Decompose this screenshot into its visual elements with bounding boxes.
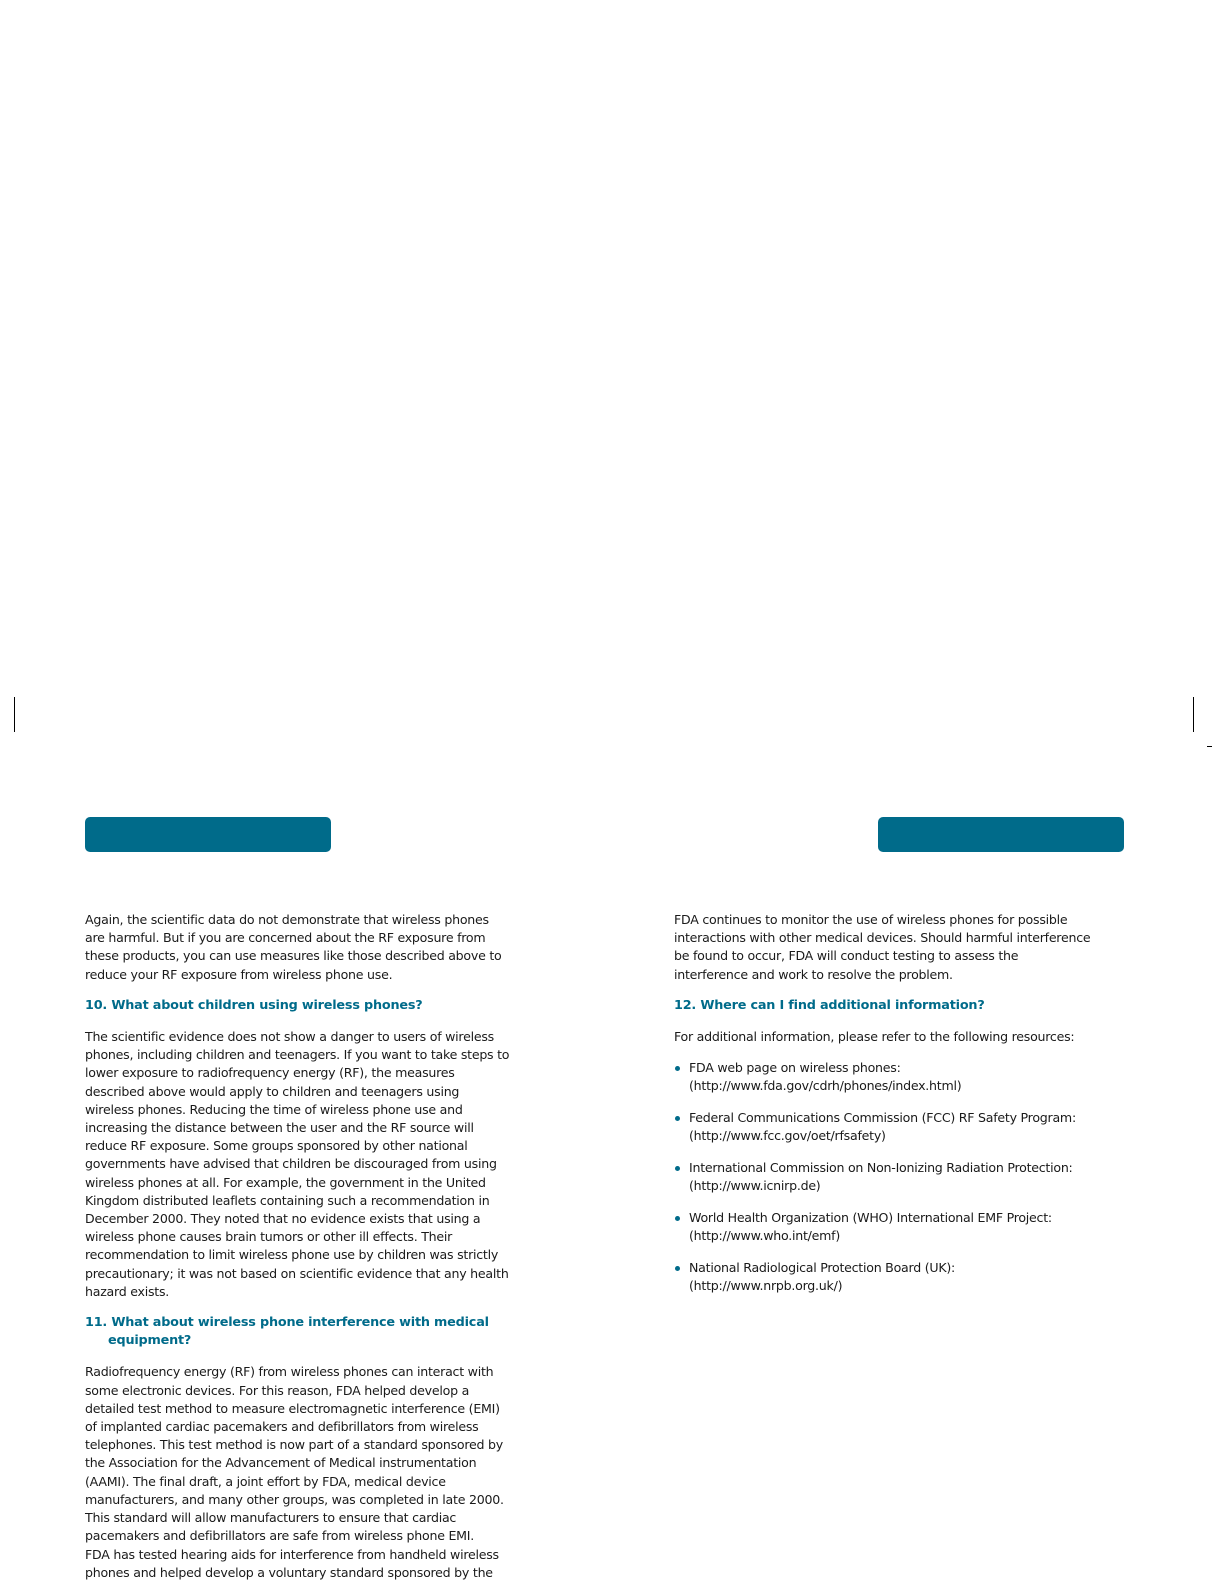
question-12-heading: 12. Where can I find additional information? — [674, 997, 985, 1013]
question-11-answer: Radiofrequency energy (RF) from wireless phones can interact with some electronic devices. For this reason, FDA helped develop a detailed test method to measure electromagnetic interference (EMI) of implanted cardiac pacemakers and defibrillators from wireless telephones. This test method is now part of a standard sponsored by the Association for the Advancement of Medical instrumentation (AAMI). The final draft, a joint effort by FDA, medical device manufacturers, and many other groups, was completed in late 2000. This standard will allow manufacturers to ensure that cardiac pacemakers and defibrillators are safe from wireless phone EMI. — [85, 1364, 504, 1544]
resource-name: International Commission on Non-Ionizing Radiation Protection: — [689, 1160, 1073, 1176]
resource-item-nrpb — [674, 1259, 1094, 1295]
resource-list — [674, 1059, 1094, 1295]
question-11-answer-continued: FDA has tested hearing aids for interference from handheld wireless phones and helped develop a voluntary standard sponsored by the — [85, 1546, 499, 1580]
header-banner-right — [878, 817, 1124, 852]
resource-name: FDA web page on wireless phones: — [689, 1060, 901, 1076]
bullet-icon — [675, 1166, 680, 1171]
resource-name: National Radiological Protection Board (UK): — [689, 1260, 955, 1276]
right-column — [674, 911, 1094, 1309]
resource-item-fda — [674, 1059, 1094, 1095]
resource-url[interactable]: (http://www.fcc.gov/oet/rfsafety) — [689, 1128, 886, 1144]
resource-item-who — [674, 1209, 1094, 1245]
resource-item-fcc — [674, 1109, 1094, 1145]
resources-lead: For additional information, please refer to the following resources: — [674, 1029, 1075, 1045]
resource-url[interactable]: (http://www.who.int/emf) — [689, 1228, 841, 1244]
crop-mark-tick — [1207, 746, 1212, 747]
bullet-icon — [675, 1116, 680, 1121]
crop-mark-right — [1193, 697, 1194, 732]
resource-url[interactable]: (http://www.icnirp.de) — [689, 1178, 821, 1194]
question-10-heading: 10. What about children using wireless phones? — [85, 997, 423, 1013]
bullet-icon — [675, 1266, 680, 1271]
monitoring-paragraph: FDA continues to monitor the use of wireless phones for possible interactions with other medical devices. Should harmful interference be found to occur, FDA will conduct testing to assess the interference and work to resolve the problem. — [674, 912, 1091, 982]
resource-url[interactable]: (http://www.nrpb.org.uk/) — [689, 1278, 843, 1294]
resource-name: Federal Communications Commission (FCC) RF Safety Program: — [689, 1110, 1076, 1126]
intro-paragraph: Again, the scientific data do not demonstrate that wireless phones are harmful. But if you are concerned about the RF exposure from these products, you can use measures like those described above to reduce your RF exposure from wireless phone use. — [85, 912, 502, 982]
header-banner-left — [85, 817, 331, 852]
left-column — [85, 911, 511, 1582]
crop-mark-left — [14, 697, 15, 732]
bullet-icon — [675, 1216, 680, 1221]
bullet-icon — [675, 1066, 680, 1071]
resource-item-icnirp — [674, 1159, 1094, 1195]
question-10-answer: The scientific evidence does not show a danger to users of wireless phones, including children and teenagers. If you want to take steps to lower exposure to radiofrequency energy (RF), the measures described above would apply to children and teenagers using wireless phones. Reducing the time of wireless phone use and increasing the distance between the user and the RF source will reduce RF exposure. Some groups sponsored by other national governments have advised that children be discouraged from using wireless phones at all. For example, the government in the United Kingdom distributed leaflets containing such a recommendation in December 2000. They noted that no evidence exists that using a wireless phone causes brain tumors or other ill effects. Their recommendation to limit wireless phone use by children was strictly precautionary; it was not based on scientific evidence that any health hazard exists. — [85, 1029, 510, 1299]
resource-url[interactable]: (http://www.fda.gov/cdrh/phones/index.html) — [689, 1078, 962, 1094]
question-11-heading: 11. What about wireless phone interference with medical equipment? — [85, 1315, 489, 1349]
resource-name: World Health Organization (WHO) International EMF Project: — [689, 1210, 1052, 1226]
